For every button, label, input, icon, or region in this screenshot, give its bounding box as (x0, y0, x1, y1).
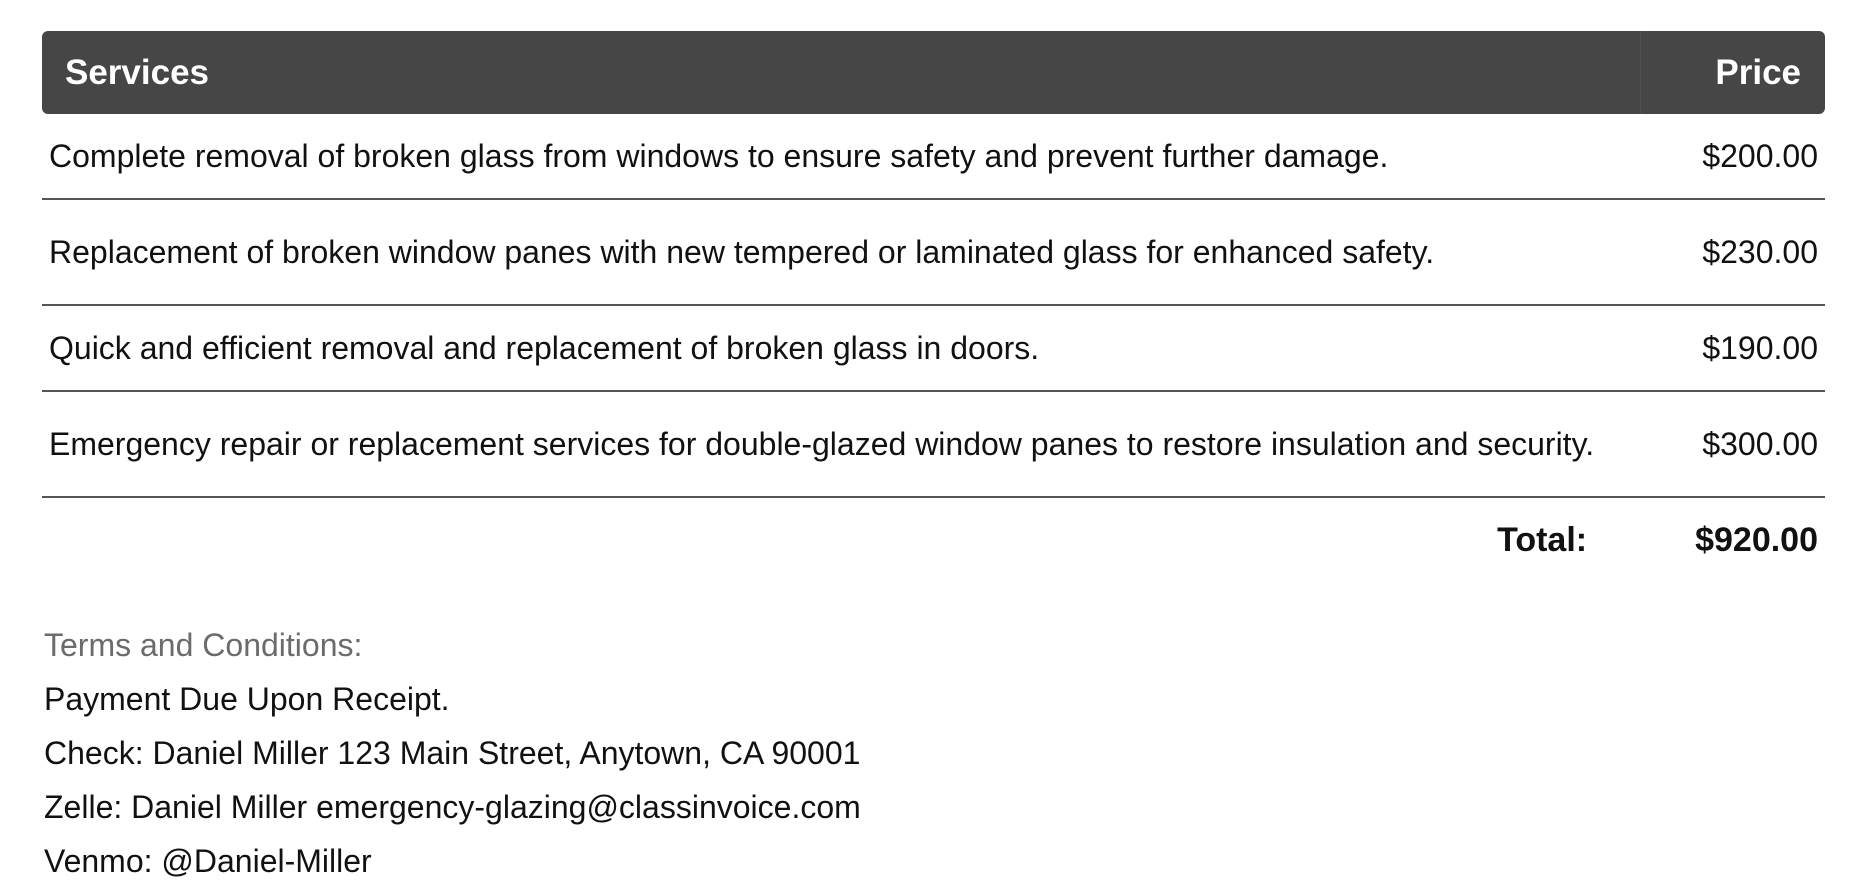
terms-line: Zelle: Daniel Miller emergency-glazing@classinvoice.com (44, 789, 861, 825)
services-table (42, 31, 1825, 582)
table-row (42, 306, 1825, 392)
header-price: Price (1640, 31, 1825, 114)
service-description: Replacement of broken window panes with new tempered or laminated glass for enhanced safety. (49, 234, 1435, 270)
table-row (42, 392, 1825, 498)
total-value: $920.00 (1695, 520, 1818, 559)
terms-line: Check: Daniel Miller 123 Main Street, Anytown, CA 90001 (44, 735, 861, 771)
terms-line: Venmo: @Daniel-Miller (44, 843, 372, 879)
service-price: $300.00 (1702, 426, 1818, 462)
service-description: Quick and efficient removal and replacement of broken glass in doors. (49, 330, 1040, 366)
terms-line: Payment Due Upon Receipt. (44, 681, 450, 717)
service-price: $230.00 (1702, 234, 1818, 270)
table-header (42, 31, 1825, 114)
total-row (42, 498, 1825, 582)
service-description: Emergency repair or replacement services for double-glazed window panes to restore insulation and security. (49, 426, 1595, 462)
total-label: Total: (1497, 520, 1588, 559)
table-row (42, 114, 1825, 200)
service-price: $190.00 (1702, 330, 1818, 366)
service-description: Complete removal of broken glass from windows to ensure safety and prevent further damage. (49, 138, 1389, 174)
terms-section (44, 618, 861, 888)
header-services: Services (65, 52, 210, 92)
table-row (42, 200, 1825, 306)
service-price: $200.00 (1702, 138, 1818, 174)
terms-heading: Terms and Conditions: (44, 627, 363, 663)
